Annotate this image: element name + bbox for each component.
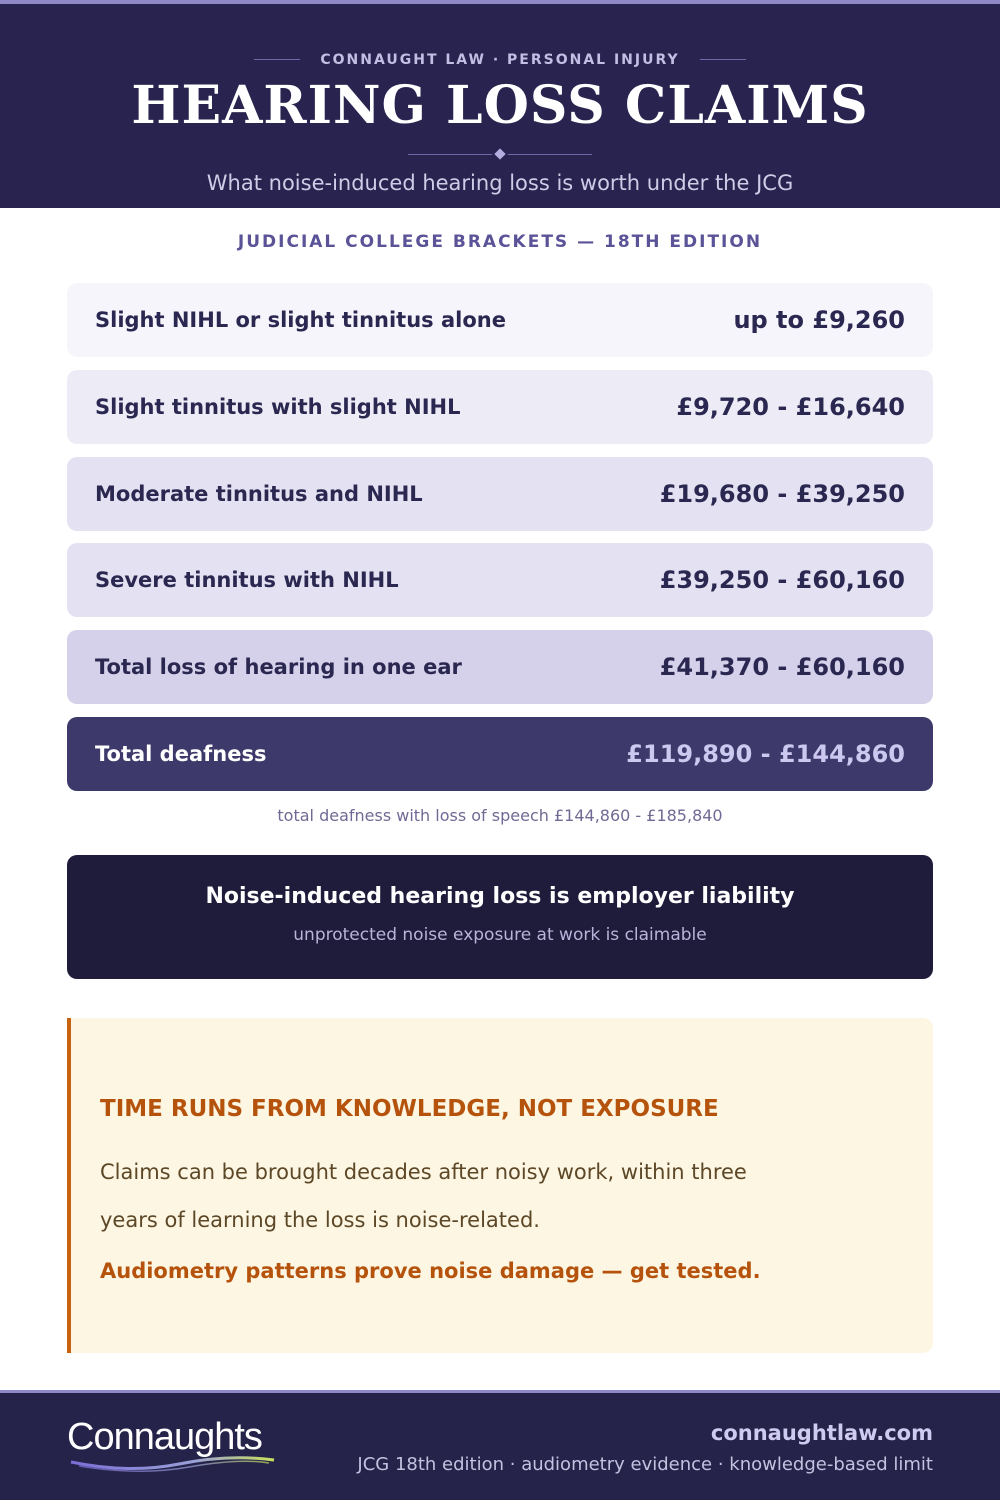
callout-body: Claims can be brought decades after noisy work, within three years of learning the loss is noise-related. (100, 1160, 747, 1232)
section-label: JUDICIAL COLLEGE BRACKETS — 18TH EDITION (237, 232, 763, 252)
bracket-row-slight-tinnitus-nihl (67, 370, 933, 444)
limitation-callout (67, 1018, 933, 1353)
footer-tagline: JCG 18th edition · audiometry evidence · knowledge-based limit (357, 1454, 933, 1475)
logo-swoosh-icon (69, 1452, 279, 1474)
bracket-value: £19,680 - £39,250 (659, 480, 905, 508)
bracket-value: £41,370 - £60,160 (659, 653, 905, 681)
footer-website: connaughtlaw.com (710, 1421, 933, 1445)
callout-heading: TIME RUNS FROM KNOWLEDGE, NOT EXPOSURE (100, 1096, 719, 1122)
logo-wordmark: Connaughts (67, 1416, 262, 1458)
bracket-row-total-deafness (67, 717, 933, 791)
bracket-label: Total loss of hearing in one ear (95, 655, 462, 679)
callout-emphasis: Audiometry patterns prove noise damage — get tested. (100, 1259, 761, 1283)
bracket-label: Slight tinnitus with slight NIHL (95, 395, 461, 419)
divider-rule-right (508, 154, 592, 155)
liability-banner (67, 855, 933, 979)
bracket-label: Total deafness (95, 742, 267, 766)
page-title: HEARING LOSS CLAIMS (131, 75, 869, 136)
bracket-value: up to £9,260 (733, 306, 905, 334)
bracket-label: Severe tinnitus with NIHL (95, 568, 399, 592)
bracket-value: £39,250 - £60,160 (659, 566, 905, 594)
bracket-label: Slight NIHL or slight tinnitus alone (95, 308, 506, 332)
bracket-row-slight-nihl (67, 283, 933, 357)
connaughts-logo (67, 1414, 297, 1474)
bracket-row-moderate (67, 457, 933, 531)
page-subtitle: What noise-induced hearing loss is worth under the JCG (206, 171, 794, 195)
bracket-row-one-ear (67, 630, 933, 704)
liability-heading: Noise-induced hearing loss is employer liability (205, 884, 795, 909)
loss-of-speech-note: total deafness with loss of speech £144,860 - £185,840 (277, 806, 723, 825)
firm-kicker: CONNAUGHT LAW · PERSONAL INJURY (320, 52, 680, 68)
bracket-row-severe (67, 543, 933, 617)
liability-subtext: unprotected noise exposure at work is claimable (293, 925, 707, 945)
page-header (0, 4, 1000, 208)
title-divider (408, 154, 592, 156)
kicker-rule-right (700, 59, 746, 60)
callout-accent-bar (67, 1018, 71, 1353)
bracket-label: Moderate tinnitus and NIHL (95, 482, 423, 506)
footer-accent-rule (0, 1390, 1000, 1393)
diamond-icon (494, 148, 505, 159)
kicker-row (0, 48, 1000, 72)
bracket-value: £9,720 - £16,640 (676, 393, 905, 421)
bracket-value: £119,890 - £144,860 (626, 740, 905, 768)
page-footer (0, 1390, 1000, 1500)
divider-rule-left (408, 154, 492, 155)
